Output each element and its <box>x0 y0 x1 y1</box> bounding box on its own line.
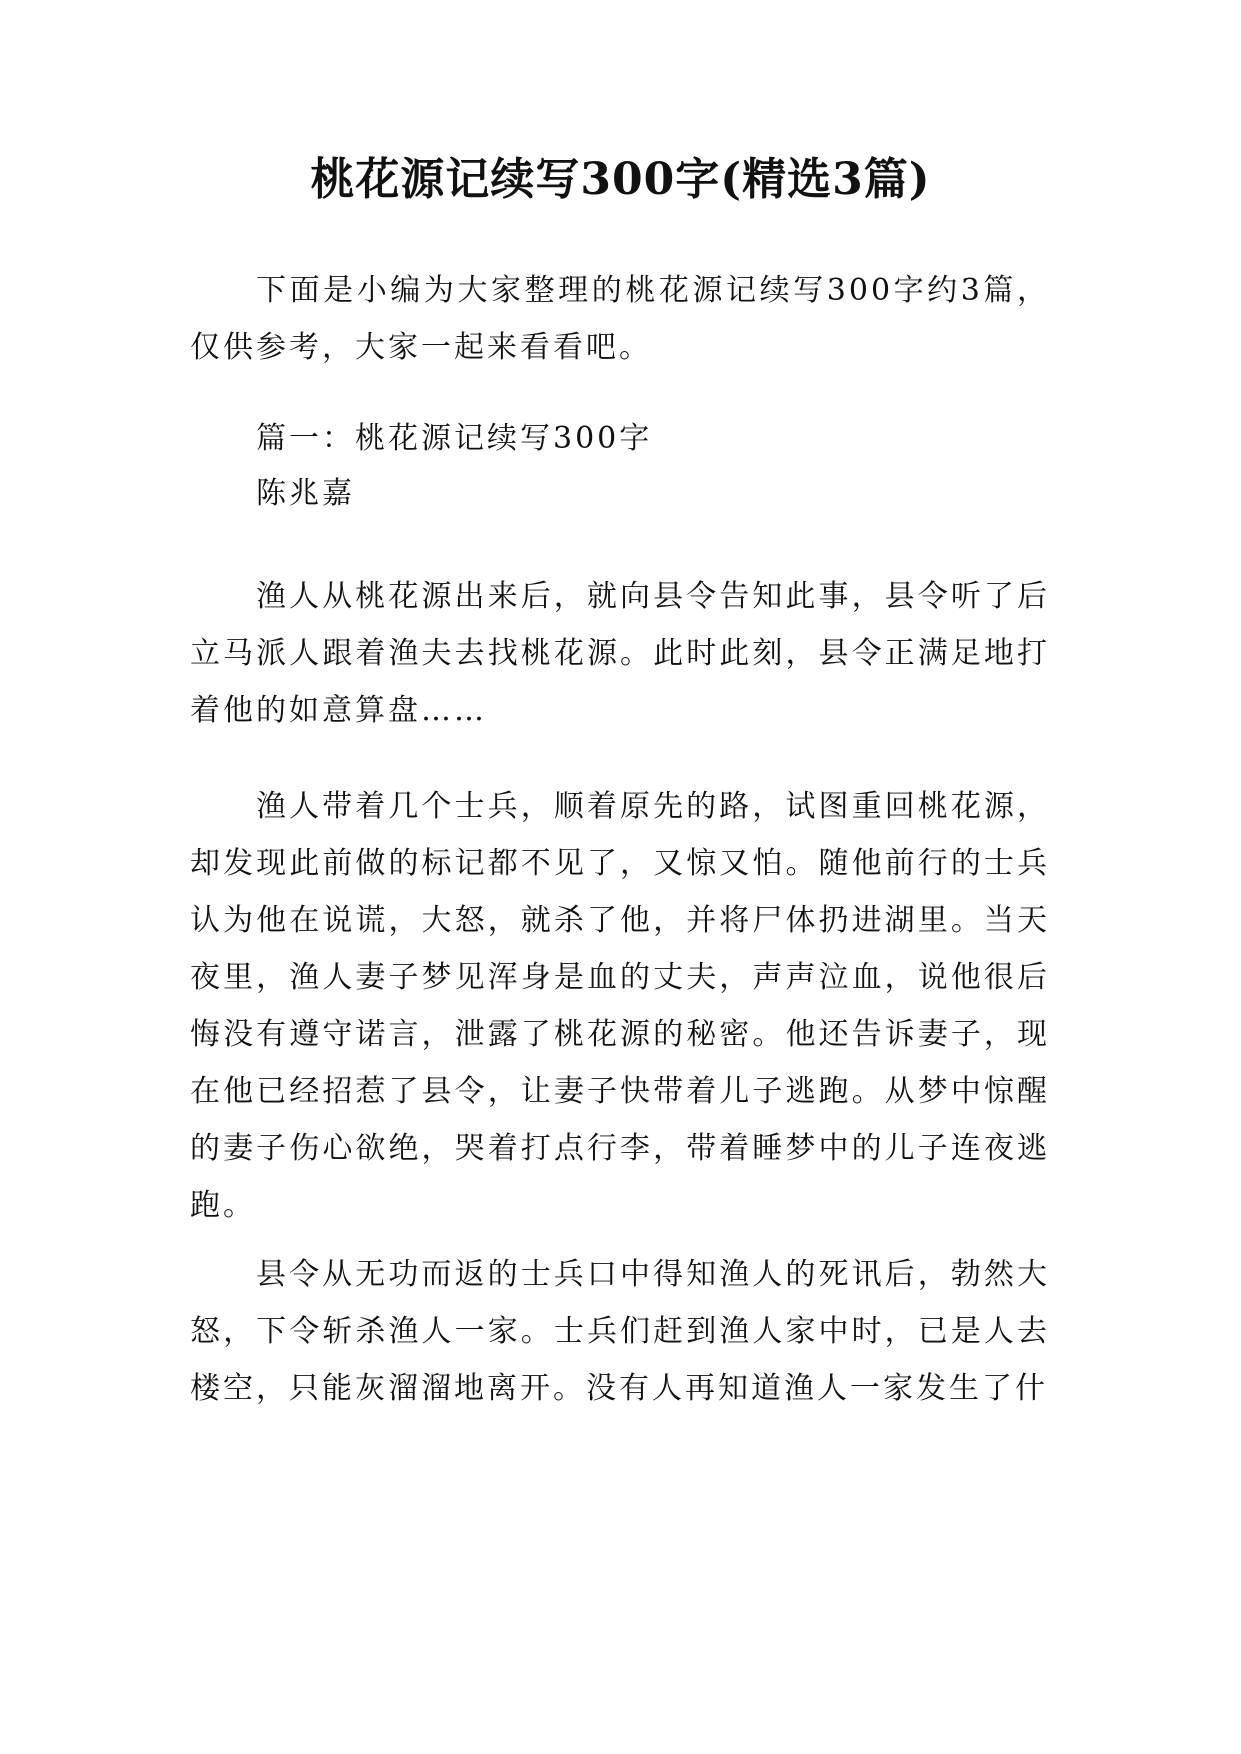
body-paragraph-3: 县令从无功而返的士兵口中得知渔人的死讯后，勃然大怒，下令斩杀渔人一家。士兵们赶到渔人家中时，已是人去楼空，只能灰溜溜地离开。没有人再知道渔人一家发生了什 <box>190 1257 1050 1406</box>
document-title: 桃花源记续写300字(精选3篇) <box>310 154 931 205</box>
section-heading: 篇一：桃花源记续写300字 <box>256 421 653 456</box>
intro-paragraph: 下面是小编为大家整理的桃花源记续写300字约3篇，仅供参考，大家一起来看看吧。 <box>190 273 1050 365</box>
author-name: 陈兆嘉 <box>256 476 355 511</box>
body-paragraph-2: 渔人带着几个士兵，顺着原先的路，试图重回桃花源，却发现此前做的标记都不见了，又惊又怕。随他前行的士兵认为他在说谎，大怒，就杀了他，并将尸体扔进湖里。当天夜里，渔人妻子梦见浑身是血的丈夫，声声泣血，说他很后悔没有遵守诺言，泄露了桃花源的秘密。他还告诉妻子，现在他已经招惹了县令，让妻子快带着儿子逃跑。从梦中惊醒的妻子伤心欲绝，哭着打点行李，带着睡梦中的儿子连夜逃跑。 <box>190 789 1050 1223</box>
body-paragraph-1: 渔人从桃花源出来后，就向县令告知此事，县令听了后立马派人跟着渔夫去找桃花源。此时此刻，县令正满足地打着他的如意算盘…… <box>190 579 1050 728</box>
